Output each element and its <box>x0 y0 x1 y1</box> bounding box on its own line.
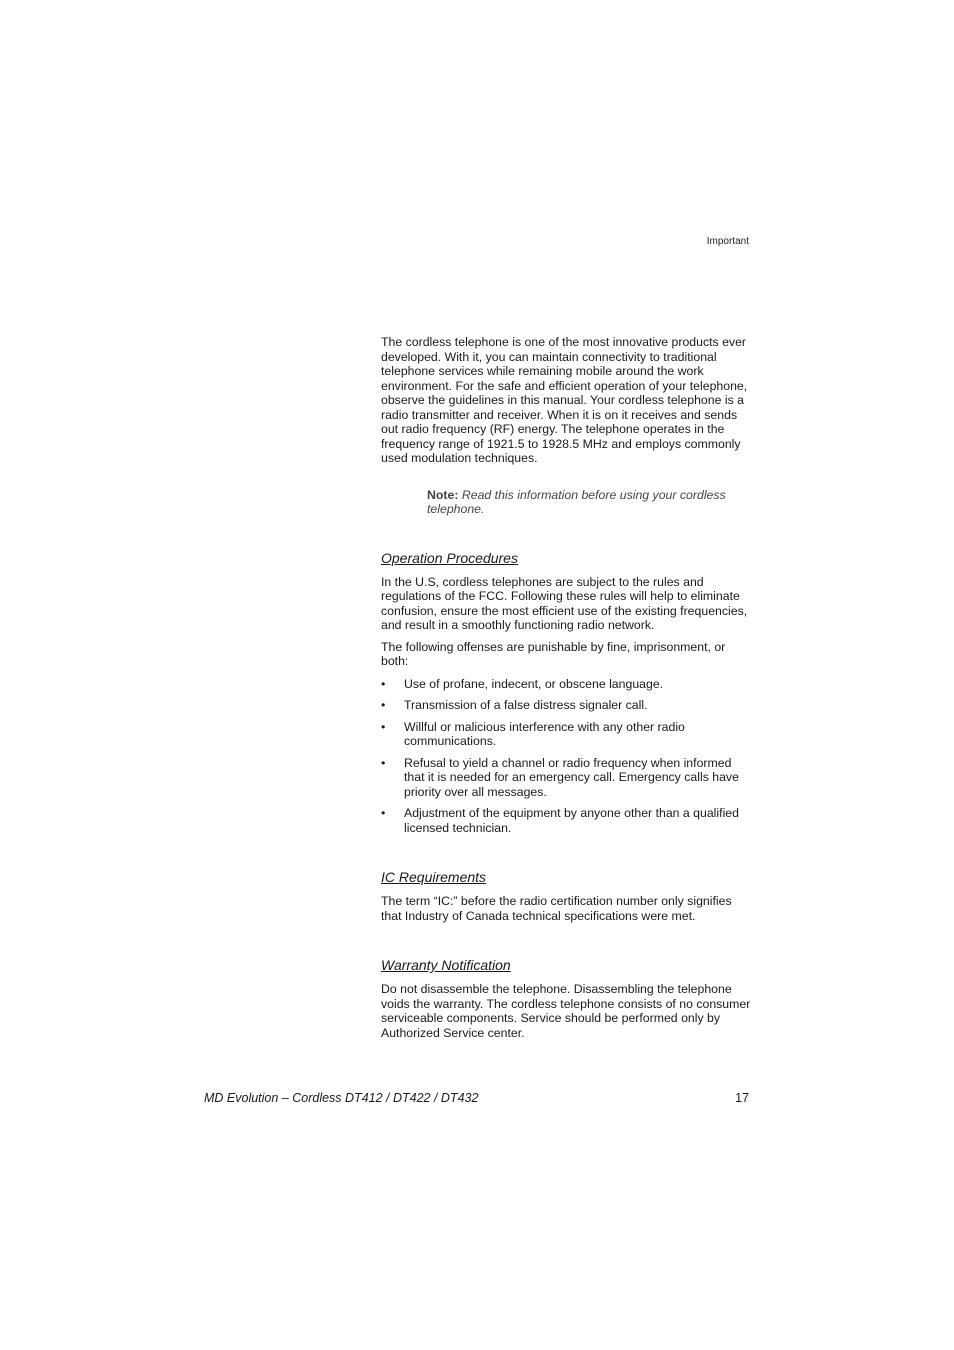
list-item <box>381 720 753 749</box>
offenses-list <box>381 677 753 836</box>
list-item-text: Transmission of a false distress signaler call. <box>404 698 648 712</box>
list-item-text: Adjustment of the equipment by anyone other than a qualified licensed technician. <box>404 806 739 835</box>
note-text: Read this information before using your cordless telephone. <box>427 487 726 516</box>
note-label: Note: <box>427 487 459 502</box>
list-item-text: Willful or malicious interference with any other radio communications. <box>404 719 685 748</box>
ic-requirements-heading: IC Requirements <box>381 869 487 885</box>
operation-paragraph-2: The following offenses are punishable by fine, imprisonment, or both: <box>381 639 726 668</box>
list-item-text: Refusal to yield a channel or radio frequency when informed that it is needed for an emergency call. Emergency calls have priority over all messages. <box>404 755 739 799</box>
bullet-icon: • <box>381 755 386 770</box>
bullet-icon: • <box>381 676 386 691</box>
note-block <box>427 488 753 517</box>
operation-procedures-heading: Operation Procedures <box>381 549 518 566</box>
footer-document-title: MD Evolution – Cordless DT412 / DT422 / DT432 <box>204 1091 479 1105</box>
bullet-icon: • <box>381 698 386 712</box>
main-content <box>381 335 753 1047</box>
list-item <box>381 698 753 713</box>
ic-paragraph: The term “IC:” before the radio certification number only signifies that Industry of Canada technical specifications were met. <box>381 894 732 923</box>
list-item <box>381 756 753 800</box>
warranty-section <box>381 957 753 1040</box>
list-item-text: Use of profane, indecent, or obscene language. <box>404 676 664 691</box>
ic-requirements-section <box>381 869 753 923</box>
warranty-heading: Warranty Notification <box>381 957 511 973</box>
intro-paragraph: The cordless telephone is one of the most innovative products ever developed. With it, you can maintain connectivity to traditional telephone services while remaining mobile around the work environment. For the safe and efficient operation of your telephone, observe the guidelines in this manual. Your cordless telephone is a radio transmitter and receiver. When it is on it receives and sends out radio frequency (RF) energy. The telephone operates in the frequency range of 1921.5 to 1928.5 MHz and employs commonly used modulation techniques. <box>381 335 748 465</box>
bullet-icon: • <box>381 719 386 734</box>
running-head: Important <box>706 236 749 247</box>
list-item <box>381 806 753 835</box>
operation-paragraph-1: In the U.S, cordless telephones are subject to the rules and regulations of the FCC. Following these rules will help to eliminate confusion, ensure the most efficient use of the existing frequencies, and result in a smoothly functioning radio network. <box>381 574 748 632</box>
bullet-icon: • <box>381 806 386 820</box>
footer-page-number: 17 <box>735 1091 749 1105</box>
list-item <box>381 677 753 692</box>
operation-procedures-section <box>381 550 753 836</box>
warranty-paragraph: Do not disassemble the telephone. Disassembling the telephone voids the warranty. The cordless telephone consists of no consumer serviceable components. Service should be performed only by Authorized Service center. <box>381 982 751 1040</box>
